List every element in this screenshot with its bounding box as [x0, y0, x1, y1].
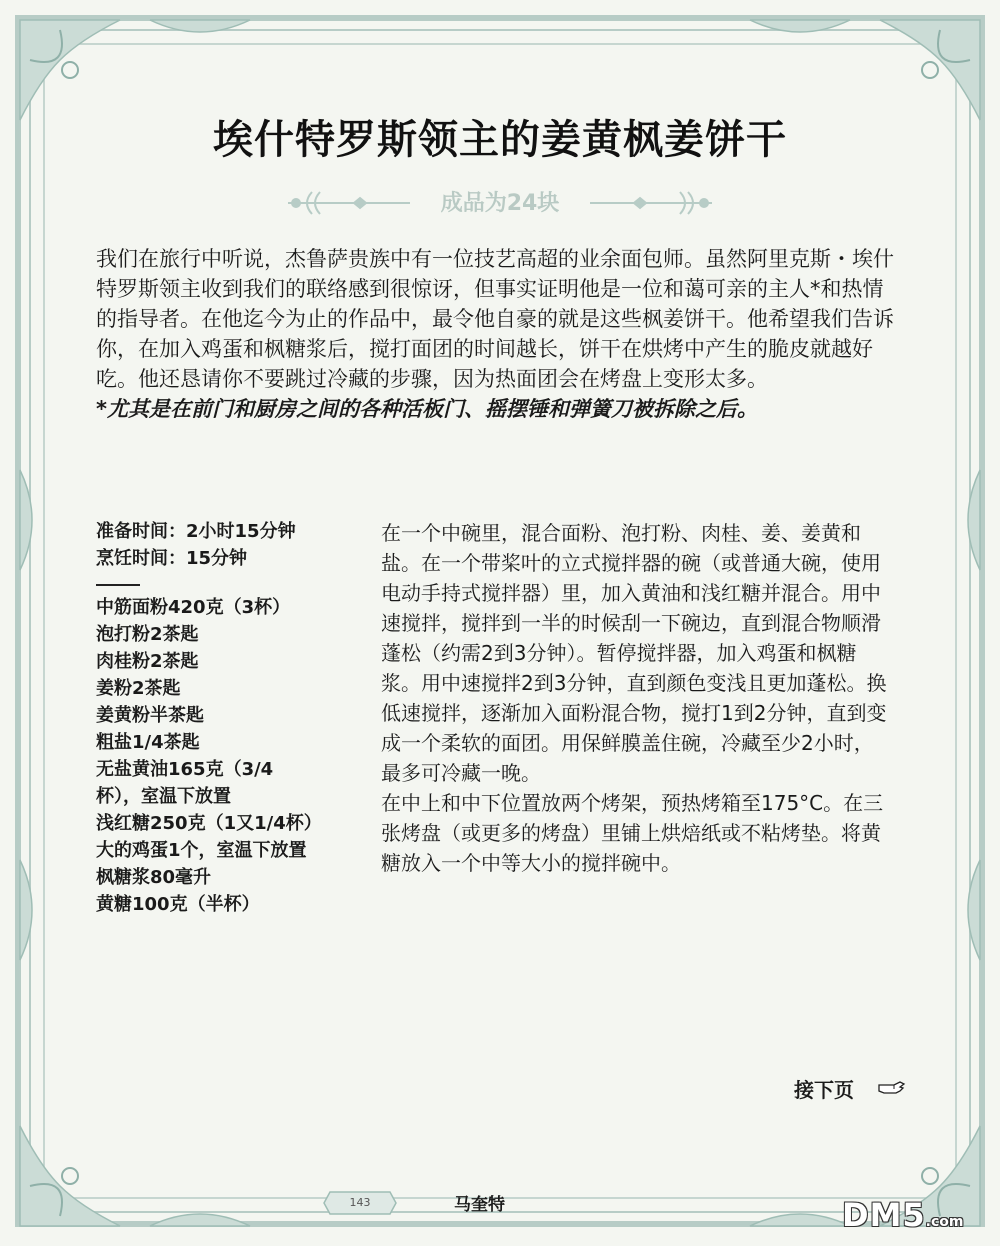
instruction-step: 在中上和中下位置放两个烤架，预热烤箱至175°C。在三张烤盘（或更多的烤盘）里铺上烘焙纸或不粘烤垫。将黄糖放入一个中等大小的搅拌碗中。 [381, 791, 884, 875]
intro-footnote: *尤其是在前门和厨房之间的各种活板门、摇摆锤和弹簧刀被拆除之后。 [96, 397, 758, 421]
ingredient-item: 中筋面粉420克（3杯） [96, 597, 291, 618]
recipe-title: 埃什特罗斯领主的姜黄枫姜饼干 [213, 117, 787, 163]
ingredient-item: 大的鸡蛋1个，室温下放置 [96, 840, 307, 861]
book-title: 马奎特 [454, 1195, 505, 1215]
instruction-step: 在一个中碗里，混合面粉、泡打粉、肉桂、姜、姜黄和盐。在一个带桨叶的立式搅拌器的碗（或普通大碗，使用电动手持式搅拌器）里，加入黄油和浅红糖并混合。用中速搅拌，搅拌到一半的时候刮一下碗边，直到混合物顺滑蓬松（约需2到3分钟）。暂停搅拌器，加入鸡蛋和枫糖浆。用中速搅拌2到3分钟，直到颜色变浅且更加蓬松。换低速搅拌，逐渐加入面粉混合物，搅打1到2分钟，直到变成一个柔软的面团。用保鲜膜盖住碗，冷藏至少2小时，最多可冷藏一晚。 [381, 521, 887, 785]
cook-time: 烹饪时间：15分钟 [96, 548, 248, 569]
watermark-suffix: .com [925, 1214, 964, 1230]
ingredient-item: 无盐黄油165克（3/4杯），室温下放置 [96, 759, 274, 807]
recipe-yield: 成品为24块 [440, 191, 560, 216]
continued-label: 接下页 [794, 1078, 854, 1102]
ingredient-item: 黄糖100克（半杯） [96, 894, 260, 915]
instructions-column [381, 518, 891, 878]
ingredient-item: 枫糖浆80毫升 [96, 867, 212, 888]
ingredient-item: 姜黄粉半茶匙 [96, 705, 204, 726]
site-watermark [842, 1196, 964, 1234]
ingredient-item: 泡打粉2茶匙 [96, 624, 199, 645]
divider [96, 584, 140, 586]
watermark-text: DM5 [842, 1196, 926, 1234]
ingredient-item: 肉桂粉2茶匙 [96, 651, 199, 672]
ingredient-item: 浅红糖250克（1又1/4杯） [96, 813, 322, 834]
intro-section [96, 244, 896, 424]
intro-paragraph: 我们在旅行中听说，杰鲁萨贵族中有一位技艺高超的业余面包师。虽然阿里克斯・埃什特罗斯领主收到我们的联络感到很惊讶，但事实证明他是一位和蔼可亲的主人*和热情的指导者。在他迄今为止的作品中，最令他自豪的就是这些枫姜饼干。他希望我们告诉你，在加入鸡蛋和枫糖浆后，搅打面团的时间越长，饼干在烘烤中产生的脆皮就越好吃。他还恳请你不要跳过冷藏的步骤，因为热面团会在烤盘上变形太多。 [96, 247, 894, 391]
ingredient-item: 粗盐1/4茶匙 [96, 732, 200, 753]
ingredient-item: 姜粉2茶匙 [96, 678, 181, 699]
page-number: 143 [349, 1196, 371, 1209]
ingredients-column [96, 518, 322, 918]
pointing-hand-icon [878, 1080, 906, 1096]
prep-time: 准备时间：2小时15分钟 [96, 521, 296, 542]
